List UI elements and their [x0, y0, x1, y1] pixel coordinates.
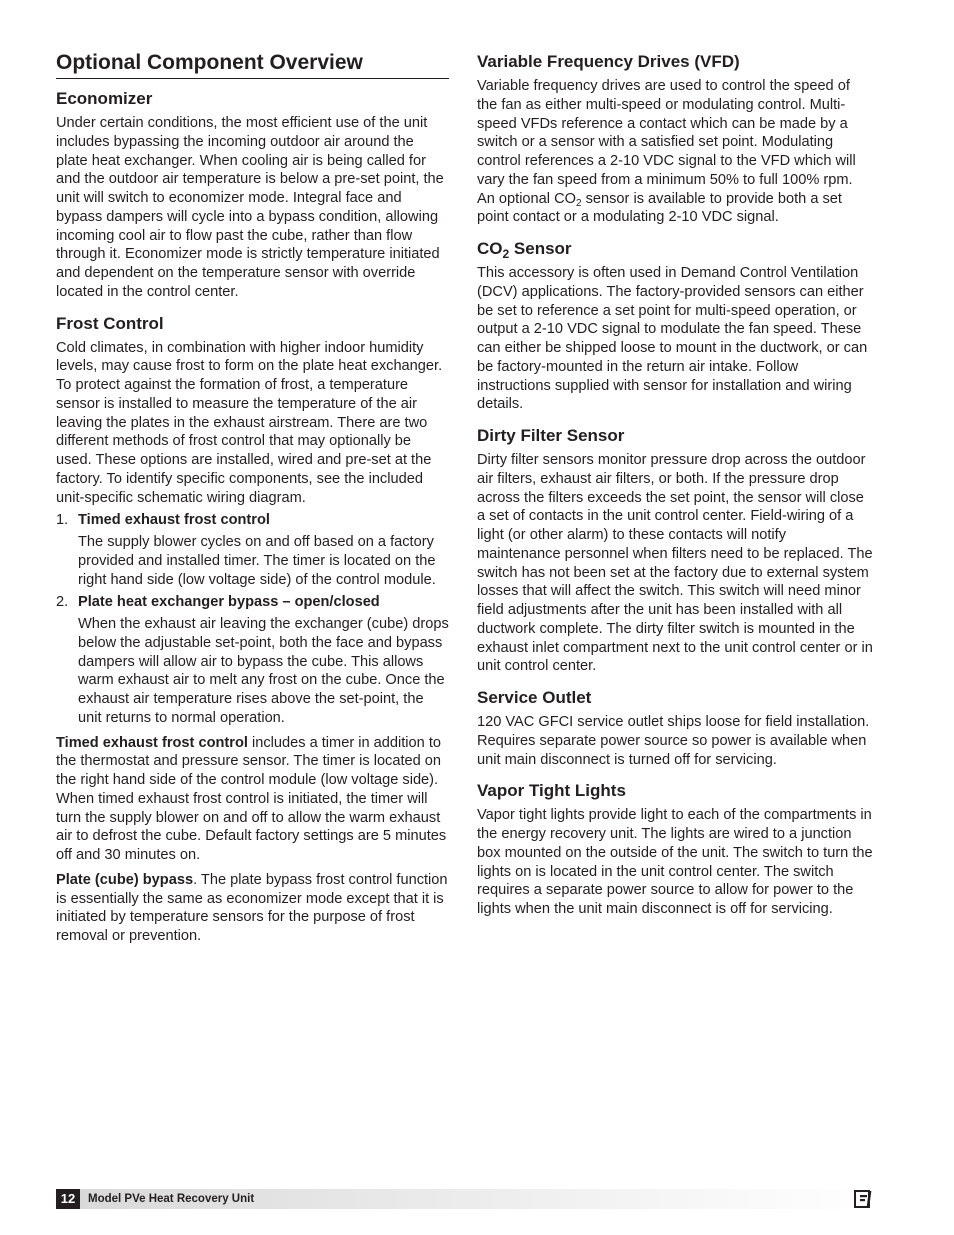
- plate-bypass-paragraph: [56, 871, 449, 946]
- left-column: [56, 50, 449, 946]
- co2-heading-rest: Sensor: [509, 239, 572, 258]
- co2-heading-text: CO: [477, 239, 503, 258]
- page-title: Optional Component Overview: [56, 50, 449, 79]
- page-footer: [56, 1189, 874, 1209]
- vapor-lights-heading: Vapor Tight Lights: [477, 781, 626, 801]
- brand-logo-icon: [854, 1190, 872, 1208]
- plate-bypass-text: . The plate bypass frost control function is essentially the same as economizer mode except that it is initiated by temperature sensors for the purpose of frost removal or prevention.: [56, 871, 448, 944]
- frost-method-body: When the exhaust air leaving the exchanger (cube) drops below the adjustable set-point, both the face and bypass dampers will allow air to bypass the cube. This allows warm exhaust air to melt any frost on the cube. Once the exhaust air temperature rises above the set-point, the unit returns to normal operation.: [78, 616, 449, 726]
- frost-control-body: Cold climates, in combination with higher indoor humidity levels, may cause frost to form on the plate heat exchanger. To protect against the formation of frost, a temperature sensor is installed to measure the temperature of the air leaving the plates in the exhaust airstream. There are two different methods of frost control that may optionally be used. These options are installed, wired and pre-set at the factory. To identify specific components, see the included unit-specific schematic wiring diagram.: [56, 339, 443, 506]
- co2-sensor-body: This accessory is often used in Demand Control Ventilation (DCV) applications. The factory-provided sensors can either be set to reference a set point for multi-speed operation, or output a 2-10 VDC signal to modulate the fan speed. These can either be shipped loose to mount in the ductwork, or can be factory-mounted in the return air intake. Follow instructions supplied with sensor for installation and wiring details.: [477, 265, 868, 413]
- frost-method-number: 1.: [56, 512, 69, 529]
- frost-method-number: 2.: [56, 594, 69, 611]
- frost-method-title: Timed exhaust frost control: [78, 512, 270, 529]
- service-outlet-body: 120 VAC GFCI service outlet ships loose for field installation. Requires separate power source so power is available when unit main disconnect is turned off for servicing.: [477, 714, 870, 768]
- page-number: 12: [56, 1189, 80, 1209]
- frost-method-item-2: [56, 593, 449, 727]
- plate-bypass-lead: Plate (cube) bypass: [56, 871, 194, 888]
- vfd-body-text-end: sensor is available to provide both a set point contact or a modulating 2-10 VDC signal.: [477, 190, 842, 226]
- frost-method-body: The supply blower cycles on and off based on a factory provided and installed timer. The timer is located on the right hand side (low voltage side) of the control module.: [78, 534, 436, 588]
- vapor-lights-body: Vapor tight lights provide light to each of the compartments in the energy recovery unit. The lights are wired to a junction box mounted on the outside of the unit. The switch to turn the lights on is located in the unit control center. The switch requires a separate power source to allow for power to the lights when the unit main disconnect is off for servicing.: [477, 807, 873, 917]
- vfd-heading: Variable Frequency Drives (VFD): [477, 52, 740, 71]
- economizer-body: Under certain conditions, the most efficient use of the unit includes bypassing the incoming outdoor air around the plate heat exchanger. When cooling air is being called for and the outdoor air temperature is below a pre-set point, the unit will switch to economizer mode. Integral face and bypass dampers will cycle into a bypass condition, allowing incoming cool air to flow past the cube, rather than flow through it. Economizer mode is strictly temperature initiated and dependent on the temperature sensor with override located in the control center.: [56, 115, 444, 300]
- co2-sensor-heading: [477, 239, 873, 259]
- timed-exhaust-lead: Timed exhaust frost control: [56, 734, 248, 751]
- service-outlet-heading: Service Outlet: [477, 688, 592, 707]
- frost-method-item-1: [56, 511, 449, 589]
- timed-exhaust-text: includes a timer in addition to the thermostat and pressure sensor. The timer is located on the right hand side of the control module (low voltage side). When timed exhaust frost control is initiated, the timer will turn the supply blower on and off to allow the warm exhaust air to defrost the cube. Default factory settings are 5 minutes off and 30 minutes on.: [56, 734, 447, 863]
- economizer-heading: Economizer: [56, 89, 153, 108]
- right-column: [477, 50, 873, 919]
- frost-control-heading: Frost Control: [56, 313, 164, 333]
- vfd-subscript: 2: [575, 197, 582, 209]
- dirty-filter-heading: Dirty Filter Sensor: [477, 426, 625, 445]
- vfd-body: [477, 77, 873, 227]
- dirty-filter-body: Dirty filter sensors monitor pressure drop across the outdoor air filters, exhaust air filters, or both. If the pressure drop across the filters exceeds the set point, the sensor will close a set of contacts in the unit control center. Field-wiring of a light (or other alarm) to these contacts will notify maintenance personnel when filters need to be replaced. The switch has not been set at the factory due to external system losses that will affect the switch. This switch will need minor field adjustments after the unit has been installed with all ductwork complete. The dirty filter switch is mounted in the exhaust inlet compartment next to the unit control center or in unit control center.: [477, 452, 873, 675]
- frost-method-title: Plate heat exchanger bypass – open/closed: [78, 594, 380, 611]
- model-name: Model PVe Heat Recovery Unit: [88, 1193, 255, 1205]
- co2-heading-subscript: 2: [502, 247, 510, 261]
- vfd-body-text: Variable frequency drives are used to control the speed of the fan as either multi-speed or modulating control. Multi-speed VFDs reference a contact which can be made by a switch or a sensor with a satisfied set point. Modulating control references a 2-10 VDC signal to the VFD which will vary the fan speed from a minimum 50% to full 100% rpm. An optional CO: [477, 78, 856, 207]
- timed-exhaust-paragraph: [56, 734, 449, 865]
